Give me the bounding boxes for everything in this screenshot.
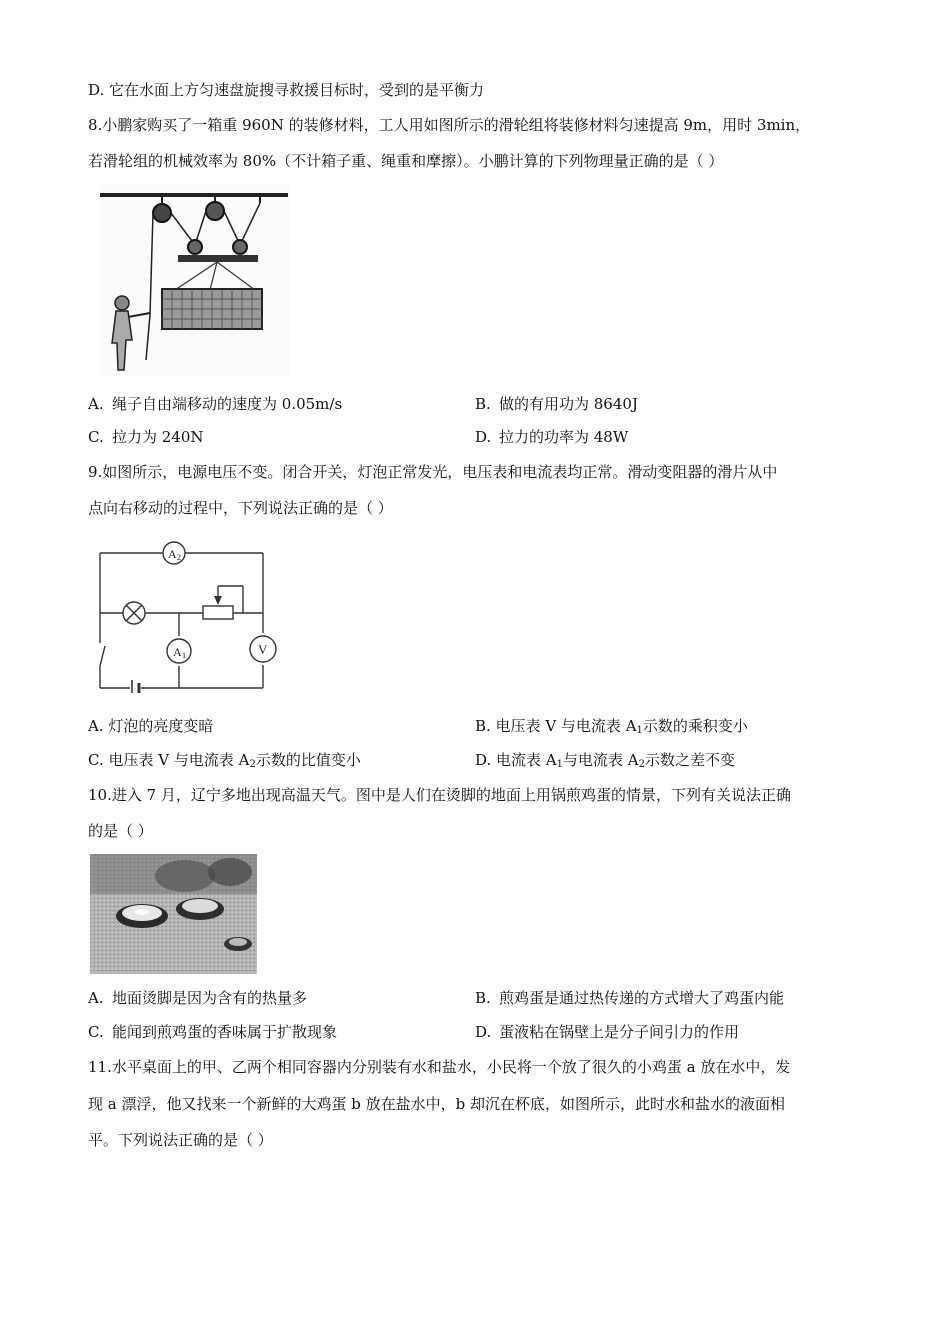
q11-stem-line2: 现 a 漂浮，他又找来一个新鲜的大鸡蛋 b 放在盐水中，b 却沉在杯底，如图所示，此时水和盐水的液面相: [88, 1095, 785, 1113]
ammeter-a1-label: A: [173, 645, 182, 659]
q11-stem-line3: 平。下列说法正确的是（ ）: [88, 1131, 273, 1149]
q9-stem-line1: 9.如图所示，电源电压不变。闭合开关，灯泡正常发光，电压表和电流表均正常。滑动变阻器的滑片从中: [88, 463, 778, 481]
q8-stem-line2: 若滑轮组的机械效率为 80%（不计箱子重、绳重和摩擦）。小鹏计算的下列物理量正确的是（ ）: [88, 152, 724, 170]
q10-egg-frying-photo: [90, 854, 257, 974]
q10-option-c[interactable]: C. 能闻到煎鸡蛋的香味属于扩散现象: [88, 1023, 338, 1041]
q9-option-b[interactable]: B. 电压表 V 与电流表 $A_1$示数的乘积变小: [475, 717, 748, 736]
q10-stem-line1: 10.进入 7 月，辽宁多地出现高温天气。图中是人们在烫脚的地面上用锅煎鸡蛋的情景，下列有关说法正确: [88, 786, 791, 804]
voltmeter-label: V: [258, 642, 268, 657]
ammeter-a2-label: A: [168, 547, 177, 561]
q11-stem-line1: 11.水平桌面上的甲、乙两个相同容器内分别装有水和盐水，小民将一个放了很久的小鸡蛋 a 放在水中，发: [88, 1058, 791, 1076]
q8-stem-line1: 8.小鹏家购买了一箱重 960N 的装修材料，工人用如图所示的滑轮组将装修材料匀速提高 9m，用时 3min，: [88, 116, 811, 134]
q9-option-c[interactable]: C. 电压表 V 与电流表 $A_2$示数的比值变小: [88, 751, 361, 770]
q8-option-c[interactable]: C. 拉力为 240N: [88, 428, 204, 446]
q8-option-b[interactable]: B. 做的有用功为 8640J: [475, 395, 638, 413]
q9-circuit-diagram: [95, 538, 280, 693]
q9-option-d[interactable]: D. 电流表 $A_1$与电流表 $A_2$示数之差不变: [475, 751, 736, 770]
q8-option-d[interactable]: D. 拉力的功率为 48W: [475, 428, 629, 446]
ammeter-a1-subscript: 1: [182, 651, 186, 660]
q9-stem-line2: 点向右移动的过程中，下列说法正确的是（ ）: [88, 499, 393, 517]
q10-option-b[interactable]: B. 煎鸡蛋是通过热传递的方式增大了鸡蛋内能: [475, 989, 785, 1007]
q10-option-d[interactable]: D. 蛋液粘在锅壁上是分子间引力的作用: [475, 1023, 740, 1041]
q10-stem-line2: 的是（ ）: [88, 822, 153, 840]
prev-question-option-d: D. 它在水面上方匀速盘旋搜寻救援目标时，受到的是平衡力: [88, 81, 485, 99]
q10-option-a[interactable]: A. 地面烫脚是因为含有的热量多: [88, 989, 308, 1007]
q8-option-a[interactable]: A. 绳子自由端移动的速度为 0.05m/s: [88, 395, 343, 413]
q8-pulley-figure: [100, 185, 290, 375]
ammeter-a2-subscript: 2: [177, 553, 181, 562]
q9-option-a[interactable]: A. 灯泡的亮度变暗: [88, 717, 214, 735]
